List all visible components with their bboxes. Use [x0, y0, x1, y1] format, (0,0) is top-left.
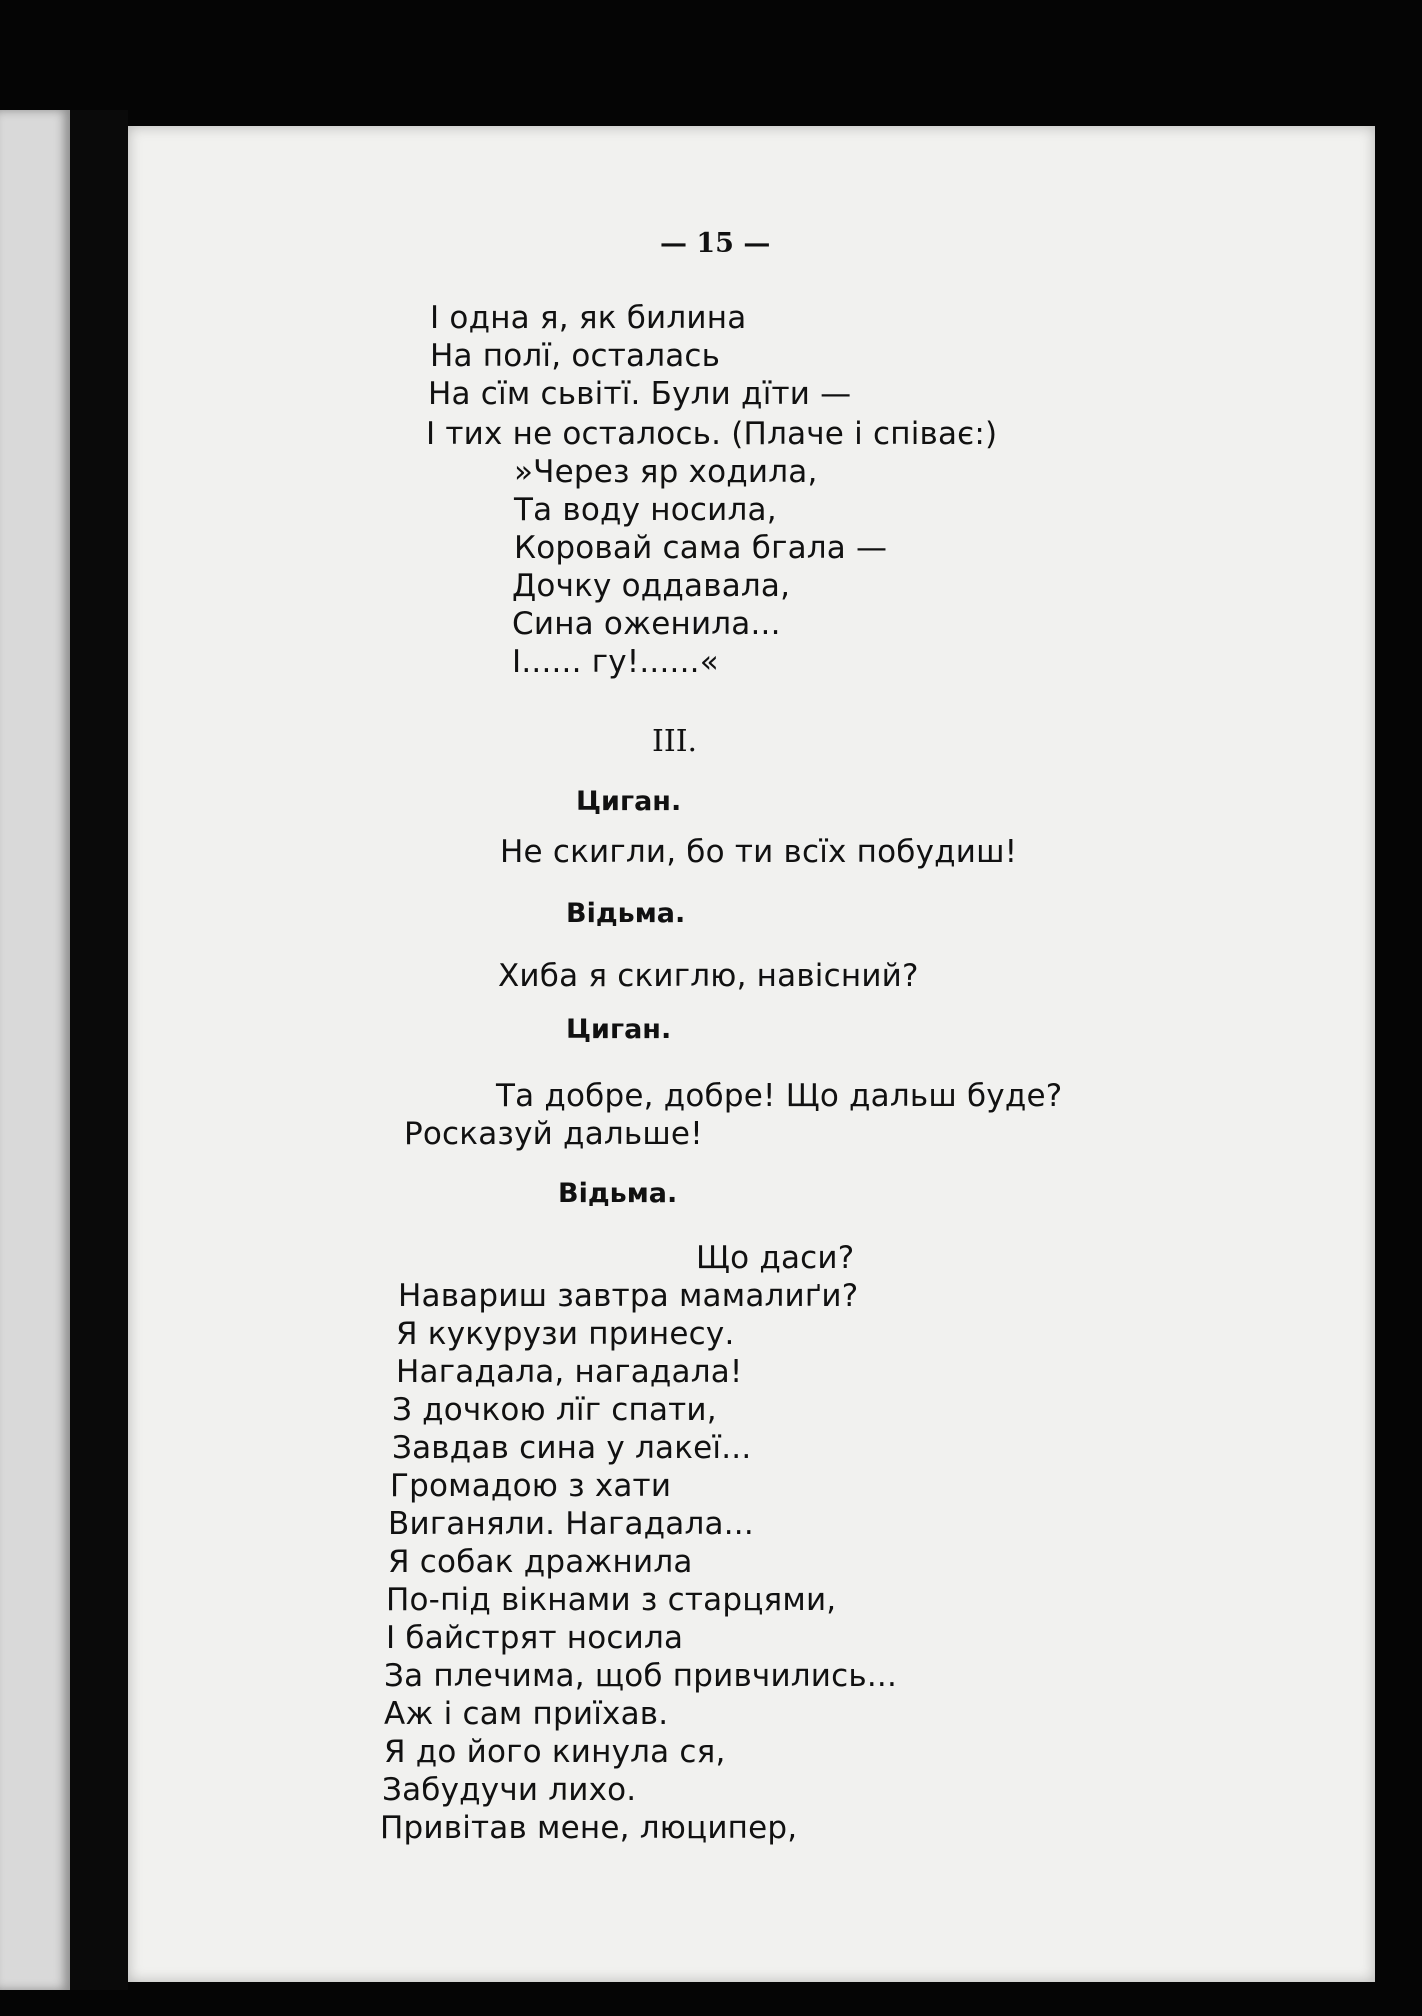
dialogue-line: Забудучи лихо. [382, 1772, 637, 1808]
speaker-name: Циган. [576, 786, 682, 817]
dialogue-line: За плечима, щоб привчились... [384, 1658, 898, 1694]
verse-line: На полї, осталась [430, 338, 721, 374]
section-heading: III. [652, 724, 698, 759]
dialogue-line: Що даси? [696, 1240, 855, 1276]
song-line: І...... гу!......« [512, 644, 719, 680]
verse-line: На сїм сьвітї. Були дїти — [428, 376, 852, 412]
dialogue-line: Громадою з хати [390, 1468, 672, 1504]
dialogue-line: Та добре, добре! Що дальш буде? [496, 1078, 1063, 1114]
dialogue-line: Навариш завтра мамалиґи? [398, 1278, 859, 1314]
book-gutter [70, 110, 128, 1990]
song-line: Дочку оддавала, [512, 568, 791, 604]
dialogue-line: Виганяли. Нагадала... [388, 1506, 754, 1542]
dialogue-line: Привітав мене, люципер, [380, 1810, 798, 1846]
verse-line: І тих не осталось. (Плаче і співає:) [426, 416, 998, 452]
previous-page-edge [0, 110, 70, 1990]
dialogue-line: І байстрят носила [386, 1620, 684, 1656]
dialogue-line: По-під вікнами з старцями, [386, 1582, 837, 1618]
dialogue-line: Завдав сина у лакеї... [392, 1430, 752, 1466]
dialogue-line: Я до його кинула ся, [384, 1734, 726, 1770]
speaker-name: Відьма. [558, 1178, 678, 1209]
page-number: — 15 — [660, 228, 771, 259]
song-line: Та воду носила, [514, 492, 777, 528]
dialogue-line: З дочкою лїг спати, [392, 1392, 717, 1428]
song-line: Коровай сама бгала — [514, 530, 888, 566]
dialogue-line: Хиба я скиглю, навісний? [498, 958, 919, 994]
dialogue-line: Росказуй дальше! [404, 1116, 703, 1152]
verse-line: І одна я, як билина [430, 300, 747, 336]
dialogue-line: Я собак дражнила [388, 1544, 693, 1580]
dialogue-line: Я кукурузи принесу. [396, 1316, 735, 1352]
dialogue-line: Не скигли, бо ти всїх побудиш! [500, 834, 1018, 870]
song-line: Сина оженила... [512, 606, 781, 642]
dialogue-line: Нагадала, нагадала! [396, 1354, 743, 1390]
song-line: »Через яр ходила, [514, 454, 818, 490]
speaker-name: Циган. [566, 1014, 672, 1045]
dialogue-line: Аж і сам приїхав. [384, 1696, 669, 1732]
speaker-name: Відьма. [566, 898, 686, 929]
